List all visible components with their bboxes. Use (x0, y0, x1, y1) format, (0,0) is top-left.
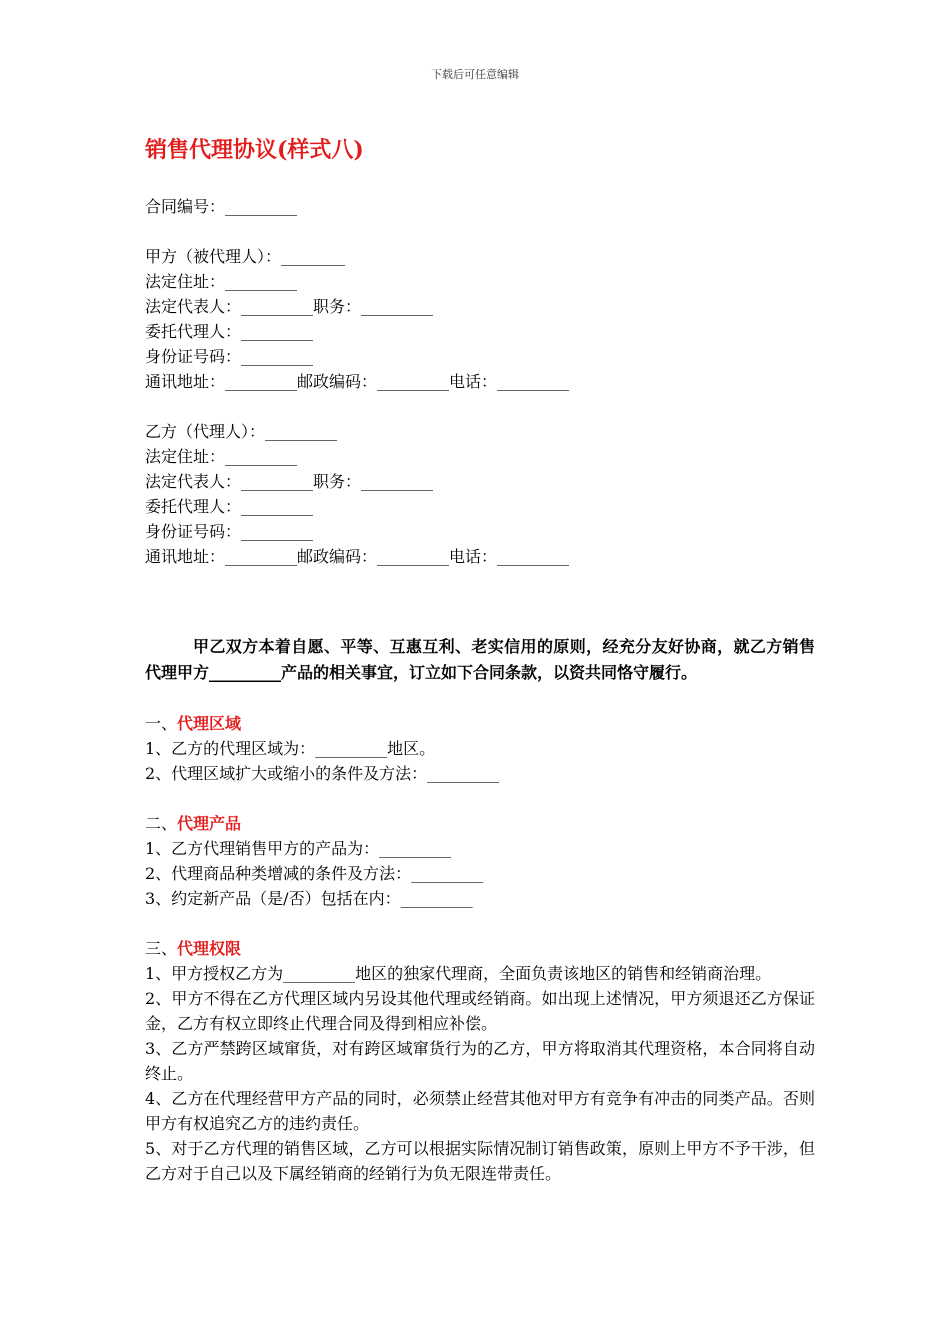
party-b-line: 乙方（代理人）：_________ (145, 422, 338, 441)
clause: 2、代理商品种类增减的条件及方法：_________ (145, 864, 484, 883)
section-3 (145, 936, 815, 1186)
party-a-line: 身份证号码：_________ (145, 347, 314, 366)
section-heading (145, 936, 815, 961)
intro-paragraph: 甲乙双方本着自愿、平等、互惠互利、老实信用的原则，经充分友好协商，就乙方销售代理甲方_________产品的相关事宜，订立如下合同条款，以资共同恪守履行。 (145, 637, 815, 682)
section-2 (145, 811, 815, 911)
clause: 1、乙方的代理区域为：_________地区。 (145, 739, 436, 758)
section-heading (145, 811, 815, 836)
party-b-line: 法定代表人：_________职务：_________ (145, 472, 434, 491)
clause: 3、乙方严禁跨区域窜货，对有跨区域窜货行为的乙方，甲方将取消其代理资格，本合同将自动终止。 (145, 1039, 815, 1083)
party-a-line: 法定代表人：_________职务：_________ (145, 297, 434, 316)
contract-number: 合同编号：_________ (145, 197, 298, 216)
party-a-line: 通讯地址：_________邮政编码：_________电话：_________ (145, 372, 570, 391)
party-b-line: 委托代理人：_________ (145, 497, 314, 516)
section-title: 代理产品 (177, 814, 242, 833)
clause: 1、乙方代理销售甲方的产品为：_________ (145, 839, 452, 858)
clause: 3、约定新产品（是/否）包括在内：_________ (145, 889, 473, 908)
party-a-line: 甲方（被代理人）：________ (145, 247, 346, 266)
section-number: 三、 (145, 939, 178, 958)
clause: 2、代理区域扩大或缩小的条件及方法：_________ (145, 764, 500, 783)
party-a-line: 委托代理人：_________ (145, 322, 314, 341)
clause: 1、甲方授权乙方为_________地区的独家代理商，全面负责该地区的销售和经销商治理。 (145, 964, 772, 983)
clause: 4、乙方在代理经营甲方产品的同时，必须禁止经营其他对甲方有竞争有冲击的同类产品。否则甲方有权追究乙方的违约责任。 (145, 1089, 815, 1133)
party-b-line: 身份证号码：_________ (145, 522, 314, 541)
party-b-line: 通讯地址：_________邮政编码：_________电话：_________ (145, 547, 570, 566)
party-a-block (145, 244, 815, 394)
document-body (145, 132, 815, 1186)
section-number: 二、 (145, 814, 178, 833)
section-1 (145, 711, 815, 786)
document-title: 销售代理协议(样式八) (145, 137, 364, 163)
party-b-block (145, 419, 815, 569)
section-heading (145, 711, 815, 736)
clause: 2、甲方不得在乙方代理区域内另设其他代理或经销商。如出现上述情况，甲方须退还乙方保证金，乙方有权立即终止代理合同及得到相应补偿。 (145, 989, 815, 1033)
clause: 5、对于乙方代理的销售区域，乙方可以根据实际情况制订销售政策，原则上甲方不予干涉，但乙方对于自己以及下属经销商的经销行为负无限连带责任。 (145, 1139, 815, 1183)
header-note: 下载后可任意编辑 (431, 68, 519, 81)
party-a-line: 法定住址：_________ (145, 272, 298, 291)
section-title: 代理权限 (177, 939, 242, 958)
section-title: 代理区域 (177, 714, 242, 733)
party-b-line: 法定住址：_________ (145, 447, 298, 466)
section-number: 一、 (145, 714, 178, 733)
